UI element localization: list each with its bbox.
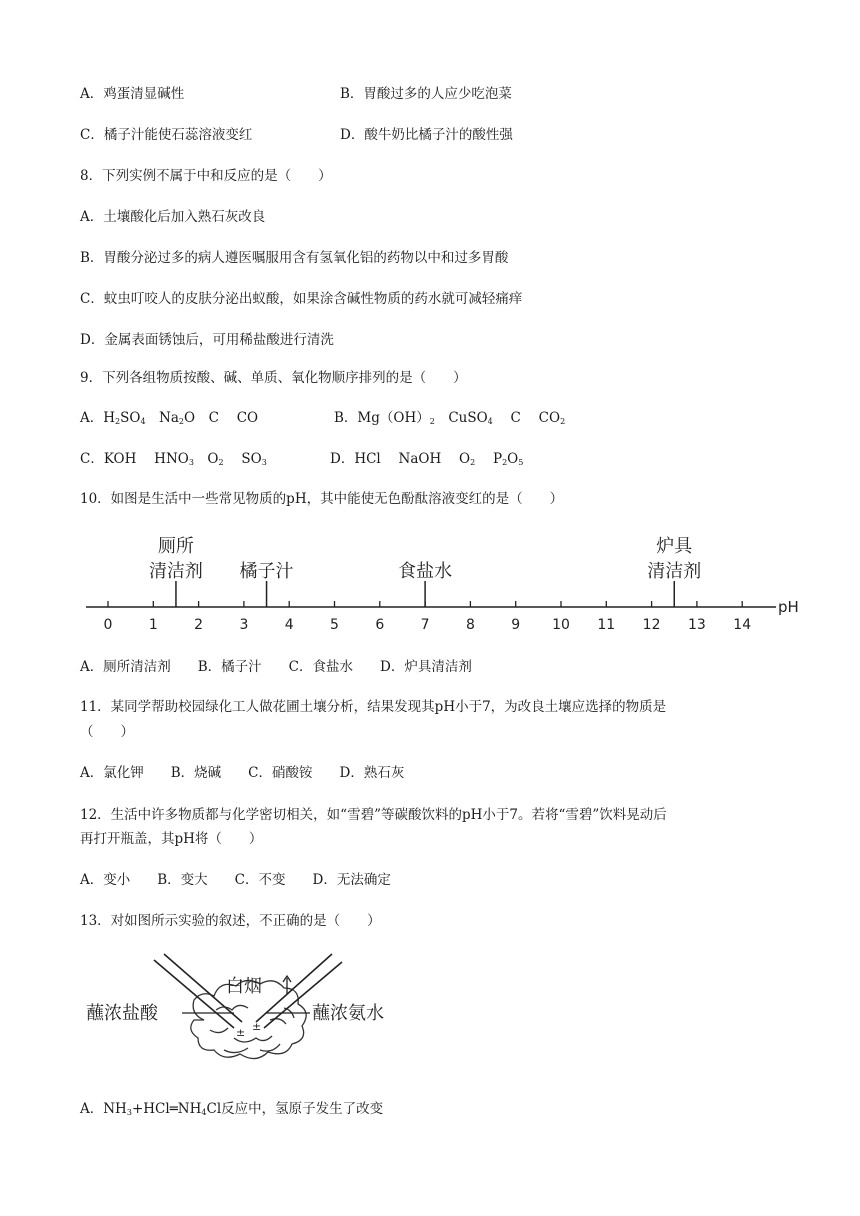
q7-option-a: A．鸡蛋清显碱性 (80, 86, 185, 102)
q13-stem: 13．对如图所示实验的叙述，不正确的是（ ） (80, 913, 381, 929)
q8-option-c: C．蚊虫叮咬人的皮肤分泌出蚁酸，如果涂含碱性物质的药水就可减轻痛痒 (80, 291, 523, 307)
charge-mark-left: ± (236, 1026, 246, 1039)
charge-mark-right: ± (252, 1020, 262, 1033)
q8-option-d: D．金属表面锈蚀后，可用稀盐酸进行清洗 (80, 332, 334, 348)
q7-option-d: D．酸牛奶比橘子汁的酸性强 (340, 127, 513, 143)
ph-tick-label: 11 (597, 617, 616, 633)
q10-stem: 10．如图是生活中一些常见物质的pH，其中能使无色酚酞溶液变红的是（ ） (80, 491, 564, 507)
ph-tick-label: 4 (284, 617, 294, 633)
ph-substance-label: 清洁剂 (647, 561, 702, 582)
label-conc-ammonia: 蘸浓氨水 (312, 1003, 384, 1024)
smoke-experiment-diagram (84, 950, 396, 1078)
q8-option-b: B．胃酸分泌过多的病人遵医嘱服用含有氢氧化铝的药物以中和过多胃酸 (80, 250, 509, 266)
q11-stem-line1: 11．某同学帮助校园绿化工人做花圃土壤分析，结果发现其pH小于7，为改良土壤应选择的物质是 (80, 699, 667, 715)
q9-option-c: C．KOH $HNO_3$ $O_2$ $SO_3$ (80, 451, 267, 467)
q8-stem: 8．下列实例不属于中和反应的是（ ） (80, 168, 332, 184)
ph-substance-label: 清洁剂 (148, 561, 203, 582)
ph-tick-label: 10 (552, 617, 570, 633)
q10-options: A．厕所清洁剂 B．橘子汁 C．食盐水 D．炉具清洁剂 (80, 659, 472, 675)
ph-tick-label: 9 (511, 617, 521, 633)
ph-tick-label: 13 (687, 617, 706, 633)
q7-option-c: C．橘子汁能使石蕊溶液变红 (80, 127, 253, 143)
smoke-experiment-figure (84, 950, 396, 1078)
ph-tick-label: 2 (194, 617, 204, 633)
ph-tick-label: 0 (103, 617, 113, 633)
ph-substance-label: 食盐水 (398, 561, 453, 582)
q8-option-a: A．土壤酸化后加入熟石灰改良 (80, 209, 266, 225)
ph-scale-figure (86, 532, 802, 640)
ph-substance-label-top: 厕所 (157, 536, 194, 557)
ph-substance-label-top: 炉具 (656, 536, 693, 557)
ph-tick-label: 1 (148, 617, 158, 633)
label-conc-hcl: 蘸浓盐酸 (86, 1003, 158, 1024)
q9-stem: 9．下列各组物质按酸、碱、单质、氧化物顺序排列的是（ ） (80, 370, 467, 386)
ph-tick-label: 7 (420, 617, 430, 633)
ph-scale-diagram (86, 532, 802, 640)
q9-option-a: A．$H_2SO_4$ $Na_2O$ C CO (80, 410, 259, 426)
q12-stem-line1: 12．生活中许多物质都与化学密切相关，如“雪碧”等碳酸饮料的pH小于7。若将“雪碧”饮料晃动后 (80, 807, 667, 823)
q7-option-b: B．胃酸过多的人应少吃泡菜 (340, 86, 512, 102)
ph-tick-label: 5 (330, 617, 339, 633)
ph-substance-label: 橘子汁 (239, 561, 294, 582)
q9-option-b: B．$Mg(OH)_2$ CuSO$_4$ C $CO_2$ (334, 410, 566, 426)
q9-option-d: D．HCl NaOH $O_2$ $P_2O_5$ (330, 451, 524, 467)
ph-axis-label: pH (778, 598, 799, 616)
ph-tick-label: 12 (642, 617, 661, 633)
ph-tick-label: 8 (465, 617, 475, 633)
ph-tick-label: 6 (375, 617, 385, 633)
q13-option-a: A．$NH_3+HCl═NH_4Cl$反应中，氢原子发生了改变 (80, 1101, 384, 1117)
ph-tick-label: 14 (733, 617, 752, 633)
q12-options: A．变小 B．变大 C．不变 D．无法确定 (80, 872, 391, 888)
label-white-smoke: 白烟 (226, 976, 262, 997)
ph-tick-label: 3 (239, 617, 249, 633)
q11-options: A．氯化钾 B．烧碱 C．硝酸铵 D．熟石灰 (80, 765, 405, 781)
q12-stem-line2: 再打开瓶盖，其pH将（ ） (80, 831, 263, 847)
q11-stem-line2: （ ） (80, 724, 134, 740)
